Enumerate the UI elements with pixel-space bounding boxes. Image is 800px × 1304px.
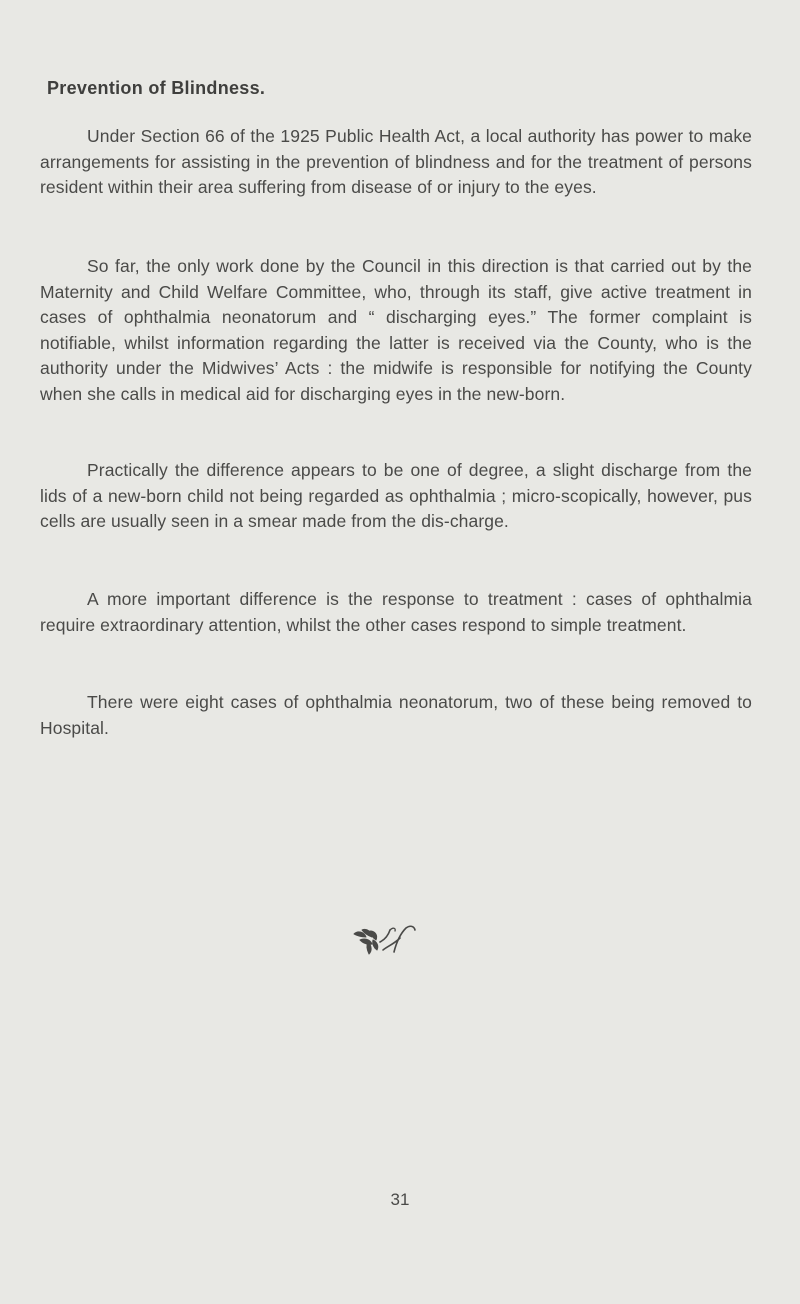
paragraph-cases-count: There were eight cases of ophthalmia neonatorum, two of these being removed to Hospital. [40, 692, 752, 738]
page-number: 31 [390, 1190, 410, 1209]
section-heading: Prevention of Blindness. [47, 78, 266, 98]
paragraph-section-66: Under Section 66 of the 1925 Public Health Act, a local authority has power to make arrangements for assisting in the prevention of blindness and for the treatment of persons resident within their area suffering from disease of or injury to the eyes. [40, 126, 752, 197]
paragraph-council-work: So far, the only work done by the Council in this direction is that carried out by the Maternity and Child Welfare Committee, who, through its staff, give active treatment in cases of ophthalmia neonatorum and “ discharging eyes.” The former complaint is notifiable, whilst information regarding the latter is received via the County, who is the authority under the Midwives’ Acts : the midwife is responsible for notifying the County when she calls in medical aid for discharging eyes in the new-born. [40, 256, 752, 404]
floral-ornament-icon [350, 920, 435, 962]
paragraph-response-treatment: A more important difference is the response to treatment : cases of ophthalmia require extraordinary attention, whilst the other cases respond to simple treatment. [40, 589, 752, 635]
paragraph-difference-degree: Practically the difference appears to be one of degree, a slight discharge from the lids of a new-born child not being regarded as ophthalmia ; micro-scopically, however, pus cells are usually seen in a smear made from the dis-charge. [40, 460, 752, 531]
